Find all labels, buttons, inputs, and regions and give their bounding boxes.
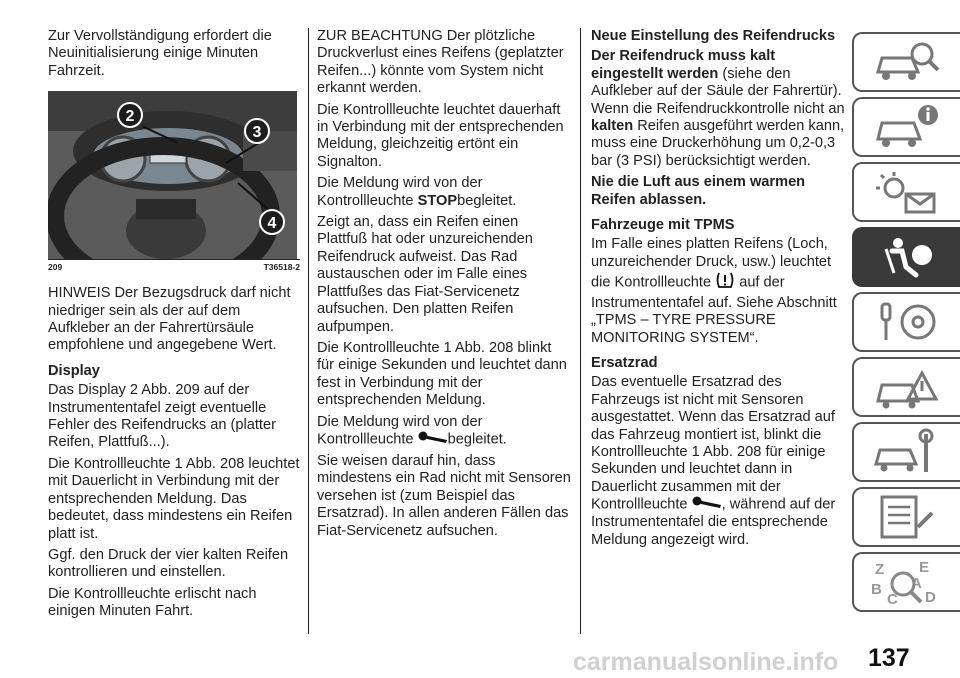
callout-2	[118, 103, 142, 127]
column-2	[317, 28, 572, 544]
car-search-icon	[872, 38, 942, 86]
svg-text:A: A	[911, 575, 922, 592]
tab-car-info[interactable]	[852, 97, 960, 157]
intro-text: Zur Vervollständigung erfordert die Neuinitialisierung einige Minuten Fahrzeit.	[48, 28, 272, 79]
callout-4	[260, 210, 284, 234]
tab-key-steering[interactable]	[852, 292, 960, 352]
dashboard-illustration	[48, 91, 297, 259]
display-paragraph-4: Die Kontrollleuchte erlischt nach einigen Minuten Fahrt.	[48, 585, 257, 620]
page-number: 137	[868, 644, 910, 672]
airbag-safety-icon	[872, 233, 942, 281]
car-tools-icon	[872, 428, 942, 476]
tab-index[interactable]	[852, 552, 960, 612]
tab-warning-triangle[interactable]	[852, 357, 960, 417]
svg-text:Z: Z	[875, 561, 885, 578]
display-heading: Display	[48, 362, 100, 379]
column-divider-2	[580, 28, 581, 634]
tab-car-search[interactable]	[852, 32, 960, 92]
chapter-tabs	[852, 32, 960, 617]
figure-number: 209	[48, 262, 63, 273]
svg-text:C: C	[887, 591, 898, 608]
col2-paragraph-7: Sie weisen darauf hin, dass mindestens ein Rad nicht mit Sensoren versehen ist (zum Beispiel das Ersatzrad). In allen anderen Fällen das Fiat-Servicenetz aufsuchen.	[317, 452, 571, 539]
tab-car-tools[interactable]	[852, 422, 960, 482]
wrench-icon	[692, 496, 722, 513]
key-steering-icon	[872, 298, 942, 346]
display-paragraph-3: Ggf. den Druck der vier kalten Reifen kontrollieren und einstellen.	[48, 546, 289, 581]
figure-caption	[48, 259, 300, 272]
display-paragraph-2: Die Kontrollleuchte 1 Abb. 208 leuchtet mit Dauerlicht in Verbindung mit der entsprechenden Meldung. Das bedeutet, dass mindestens ein Reifen platt ist.	[48, 455, 300, 542]
tab-airbag-safety[interactable]	[852, 227, 960, 287]
svg-text:B: B	[871, 581, 882, 598]
callout-3	[245, 119, 269, 143]
reifendruck-heading: Neue Einstellung des Reifendrucks	[591, 28, 836, 44]
warning-triangle-icon	[872, 363, 942, 411]
tab-warning-lights[interactable]	[852, 162, 960, 222]
column-1	[48, 28, 300, 625]
watermark: carmanualsonline.info	[573, 648, 839, 676]
col2-paragraph-3: Die Meldung wird von der Kontrollleuchte STOPbegleitet.	[317, 175, 517, 209]
tire-pressure-warning-icon	[715, 271, 735, 294]
stop-label: STOP	[417, 192, 458, 209]
svg-text:D: D	[925, 589, 936, 606]
figure-209	[48, 91, 300, 272]
tab-checklist[interactable]	[852, 487, 960, 547]
checklist-icon	[872, 493, 942, 541]
svg-text:2: 2	[125, 108, 135, 126]
svg-text:4: 4	[267, 215, 277, 233]
column-3	[591, 28, 845, 553]
beachtung-text: ZUR BEACHTUNG Der plötzliche Druckverlust eines Reifens (geplatzter Reifen...) könnte vom System nicht erkannt werden.	[317, 28, 564, 97]
col2-paragraph-6: Die Meldung wird von der Kontrollleuchte begleitet.	[317, 413, 507, 448]
warning-lights-icon	[872, 168, 942, 216]
index-search-icon	[867, 556, 947, 608]
col2-paragraph-2: Die Kontrollleuchte leuchtet dauerhaft in Verbindung mit der entsprechenden Meldung, gleichzeitig ertönt ein Signalton.	[317, 101, 564, 170]
col2-paragraph-4: Zeigt an, dass ein Reifen einen Plattfuß hat oder unzureichenden Reifendruck aufweist. Das Rad austauschen oder im Falle eines Plattfußes das Fiat-Servicenetz aufsuchen. Den platten Reifen aufpumpen.	[317, 214, 533, 335]
hinweis-text: HINWEIS Der Bezugsdruck darf nicht niedriger sein als der auf dem Aufkleber an der Fahrertürsäule empfohlene und angegebene Wert.	[48, 285, 291, 354]
col2-paragraph-5: Die Kontrollleuchte 1 Abb. 208 blinkt für einige Sekunden und leuchtet dann fest in Verbindung mit der entsprechenden Meldung.	[317, 339, 567, 409]
col3-paragraph-4: Das eventuelle Ersatzrad des Fahrzeugs ist nicht mit Sensoren ausgestattet. Wenn das Ersatzrad auf das Fahrzeug montiert ist, blinkt die Kontrollleuchte 1 Abb. 208 für einige Sekunden und leuchtet dann in Dauerlicht zusammen mit der Kontrollleuchte , während auf der Instrumententafel die entsprechende Meldung angezeigt wird.	[591, 374, 836, 548]
display-paragraph-1: Das Display 2 Abb. 209 auf der Instrumententafel zeigt eventuelle Fehler des Reifendrucks an (platter Reifen, Plattfuß...).	[48, 382, 276, 451]
dashboard-photo	[48, 91, 297, 259]
figure-code: T36518-2	[263, 262, 300, 273]
svg-text:E: E	[919, 559, 930, 576]
ersatzrad-heading: Ersatzrad	[591, 354, 658, 371]
wrench-icon	[418, 431, 448, 448]
svg-text:3: 3	[252, 124, 262, 142]
tpms-heading: Fahrzeuge mit TPMS	[591, 217, 735, 234]
col3-paragraph-1: Der Reifendruck muss kalt eingestellt werden (siehe den Aufkleber auf der Säule der Fahrertür). Wenn die Reifendruckkontrolle nicht an kalten Reifen ausgeführt werden kann, muss eine Druckerhöhung um 0,2-0,3 bar (3 PSI) berücksichtigt werden.	[591, 48, 845, 169]
column-divider-1	[308, 28, 309, 634]
col3-paragraph-2: Nie die Luft aus einem warmen Reifen ablassen.	[591, 174, 806, 208]
col3-paragraph-3: Im Falle eines platten Reifens (Loch, unzureichender Druck, usw.) leuchtet die Kontrollleuchte auf der Instrumententafel auf. Siehe Abschnitt „TPMS – TYRE PRESSURE MONITORING SYSTEM“.	[591, 236, 837, 346]
car-info-icon	[872, 103, 942, 151]
